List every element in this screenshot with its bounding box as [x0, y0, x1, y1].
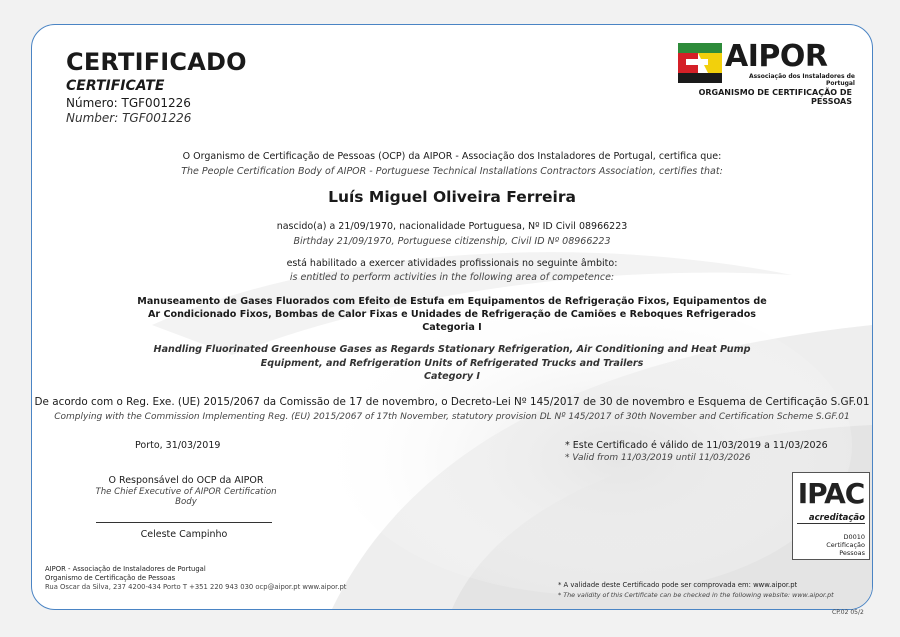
intro-text: O Organismo de Certificação de Pessoas (OCP) da AIPOR - Associação dos Instaladores de Portugal, certifica que: — [182, 151, 722, 162]
footer-org-line: AIPOR - Associação de Instaladores de Portugal — [45, 565, 206, 573]
footer-verify: * A validade deste Certificado pode ser comprovada em: www.aipor.pt — [558, 581, 798, 589]
competence-line-en: Equipment, and Refrigeration Units of Refrigerated Trucks and Trailers — [260, 357, 644, 369]
regulation-text: De acordo com o Reg. Exe. (UE) 2015/2067 da Comissão de 17 de novembro, o Decreto-Lei Nº 145/2017 de 30 de novembro e Esquema de Certificação S.GF.01 — [34, 396, 870, 408]
certificate-number-en: Number: TGF001226 — [66, 111, 192, 125]
ipac-line: Pessoas — [839, 549, 865, 557]
form-code: CP.02 05/2 — [832, 609, 864, 616]
footer-org-line: Organismo de Certificação de Pessoas — [45, 574, 176, 582]
ipac-label: acreditação — [797, 513, 865, 524]
regulation-text-en: Complying with the Commission Implementing Reg. (EU) 2015/2067 of 17th November, statutory provision DL Nº 145/2017 of 30th November and Certification Scheme S.GF.01 — [54, 412, 850, 422]
signatory-role-en: The Chief Executive of AIPOR Certification Body — [95, 487, 277, 507]
certificate-title: CERTIFICADO — [66, 48, 247, 76]
aipor-logo-org: ORGANISMO DE CERTIFICAÇÃO DE PESSOAS — [698, 88, 852, 106]
footer-address: Rua Oscar da Silva, 237 4200-434 Porto T +351 220 943 030 ocp@aipor.pt www.aipor.pt — [45, 583, 347, 591]
competence-category: Categoria I — [422, 322, 482, 333]
signatory-role: O Responsável do OCP da AIPOR — [108, 475, 264, 486]
competence-category-en: Category I — [424, 371, 480, 382]
validity-text: * Este Certificado é válido de 11/03/2019 a 11/03/2026 — [565, 440, 828, 451]
holder-birth-en: Birthday 21/09/1970, Portuguese citizenship, Civil ID Nº 08966223 — [293, 236, 611, 247]
ipac-code-block — [793, 533, 865, 557]
competence-line: Ar Condicionado Fixos, Bombas de Calor Fixas e Unidades de Refrigeração de Camiões e Reboques Refrigerados — [147, 309, 757, 320]
ipac-accreditation-badge — [792, 472, 870, 560]
validity-text-en: * Valid from 11/03/2019 until 11/03/2026 — [565, 453, 751, 463]
scope-text-en: is entitled to perform activities in the following area of competence: — [289, 272, 615, 283]
certificate-number: Número: TGF001226 — [66, 96, 191, 110]
certificate-page — [31, 24, 873, 610]
competence-pt — [32, 295, 872, 334]
footer-verify-en: * The validity of this Certificate can be checked in the following website: www.aipor.pt — [558, 591, 834, 599]
footer-org — [45, 565, 346, 592]
holder-birth: nascido(a) a 21/09/1970, nacionalidade Portuguesa, Nº ID Civil 08966223 — [276, 221, 628, 232]
intro-text-en: The People Certification Body of AIPOR - Portuguese Technical Installations Contractors Association, certifies that: — [181, 166, 723, 177]
competence-en — [32, 343, 872, 384]
ipac-code: D0010 — [843, 533, 865, 541]
signatory-name: Celeste Campinho — [140, 529, 228, 540]
signature-line — [96, 522, 272, 523]
aipor-logo-icon — [678, 43, 722, 83]
place-date: Porto, 31/03/2019 — [135, 440, 221, 451]
aipor-logo-name: AIPOR — [725, 39, 828, 74]
competence-line-en: Handling Fluorinated Greenhouse Gases as Regards Stationary Refrigeration, Air Conditioning and Heat Pump — [153, 344, 751, 355]
ipac-line: Certificação — [826, 541, 865, 549]
ipac-mark: IPAC — [797, 477, 865, 510]
aipor-logo-tagline: Associação dos Instaladores de Portugal — [748, 73, 855, 87]
holder-name: Luís Miguel Oliveira Ferreira — [328, 188, 576, 206]
competence-line: Manuseamento de Gases Fluorados com Efeito de Estufa em Equipamentos de Refrigeração Fixos, Equipamentos de — [137, 296, 767, 307]
certificate-subtitle: CERTIFICATE — [66, 78, 165, 94]
scope-text: está habilitado a exercer atividades profissionais no seguinte âmbito: — [286, 258, 618, 269]
